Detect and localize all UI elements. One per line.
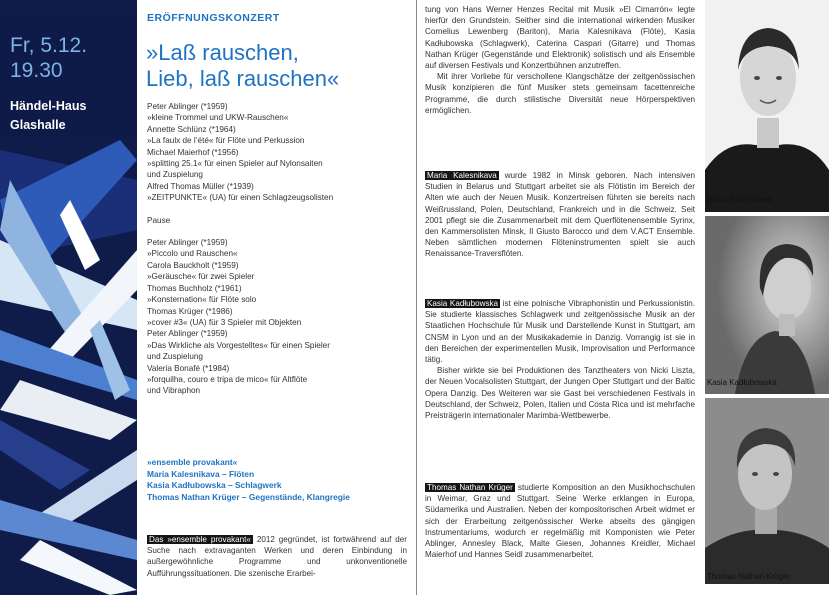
bio-maria-text: wurde 1982 in Minsk geboren. Nach intensiven Studien in Belarus und Stuttgart arbeitet sie als Flötistin im Bereich der Alten wie auch der Neuen Musik. Konzertreisen führten sie bereits nach Weißrussland, Polen, Deutschland, Frankreich und in die Schweiz. Seit 2001 pflegt sie die Zusammenarbeit mit dem Querflötenensemble Syrinx, den Kammersolisten Minsk, Il Giusto Barocco und dem V.ACT Ensemble. Neben sämtlichen modernen Flöteninstrumenten spielt sie auch Renaissance-Traversflöten.	[425, 171, 695, 259]
program-line: und Zuspielung	[147, 352, 203, 362]
bio-kasia-text: ist eine polnische Vibraphonistin und Perkussionistin. Sie studierte klassisches Schlagwerk und zeitgenössische Musik an der Staatlichen Hochschule für Musik und Darstellende Kunst in Stuttgart, am CNSM in Lyon und an der Musikakademie in Danzig. Vorrangig ist sie in den Bereichen der experimentellen Musik, Improvisation und Performance tätig.	[425, 299, 695, 365]
program-line: Carola Bauckholt (*1959)	[147, 260, 239, 270]
program-line: Thomas Krüger (*1986)	[147, 306, 233, 316]
bio-thomas-text: studierte Komposition an den Musikhochschulen in Weimar, Graz und Stuttgart. Seine Werke erklangen in Europa, Südamerika und Australien. Neben der kompositorischen Arbeit widmet er sich der Erarbeitung zeitgenössischer Werke abseits des gängigen Instrumentariums, wodurch er regelmäßig mit Komponisten wie Peter Ablinger, Annesley Black, Malte Giesen, Johannes Kreidler, Michael Maierhof und Hannes Seidl zusammenarbeitet.	[425, 483, 695, 560]
time-line: 19.30	[10, 59, 63, 82]
ensemble-member: Thomas Nathan Krüger – Gegenstände, Klangregie	[147, 491, 350, 502]
ensemble-member: Maria Kalesnikava – Flöten	[147, 468, 255, 479]
page-divider	[416, 0, 417, 595]
program-line: Alfred Thomas Müller (*1939)	[147, 181, 254, 191]
bio-thomas	[425, 482, 695, 560]
program-list	[147, 101, 407, 397]
program-part2	[147, 237, 407, 397]
bio-kasia-name: Kasia Kadłubowska	[427, 299, 499, 308]
program-line: Annette Schlünz (*1964)	[147, 124, 236, 134]
program-line: »splitting 25.1« für einen Spieler auf Nylonsaiten	[147, 159, 323, 169]
caption-thomas: Thomas Nathan Krüger	[707, 572, 791, 581]
ensemble-bio-para2: Mit ihrer Vorliebe für verschollene Klangschätze der zeitgenössischen Musik konzipieren die fünf Musiker stets gemeinsam facettenreiche Programme, die durch stilistische Diversität neue Hörperspektiven ermöglichen.	[425, 72, 695, 115]
program-line: »Konsternation« für Flöte solo	[147, 295, 257, 305]
program-line: und Vibraphon	[147, 386, 201, 396]
sidebar-artwork	[0, 0, 137, 595]
bio-kasia-para2: Bisher wirkte sie bei Produktionen des Tanztheaters von Nicki Liszta, der Neuen Vocalsolisten Stuttgart, der Jungen Oper Stuttgart und der Baltic Opera Danzig. Des Weiteren war sie Gast bei verschiedenen Festivals in Deutschland, der Schweiz, Polen, Italien und Costa Rica und ist mehrfache Preisträgerin internationaler Marimba-Wettbewerbe.	[425, 366, 695, 421]
program-line: »Piccolo und Rauschen«	[147, 249, 238, 259]
date-block	[0, 11, 137, 140]
portrait-maria-image	[705, 0, 829, 212]
pause-label: Pause	[147, 215, 171, 225]
photo-thomas	[705, 398, 829, 584]
title-line2: Lieb, laß rauschen«	[146, 66, 340, 91]
ensemble-heading: »ensemble provakant«	[147, 457, 238, 467]
program-line: Peter Ablinger (*1959)	[147, 238, 228, 248]
ensemble-bio-start	[147, 534, 407, 579]
program-line: Valeria Bonafé (*1984)	[147, 363, 230, 373]
ensemble-bio-cont-text: tung von Hans Werner Henzes Recital mit Musik »El Cimarrón« legte hierfür den Grundstein. Seither sind die international wirkenden Musiker Cornelius Lewenberg (Bariton), Maria Kalesnikava (Flöte), Kasia Kadłubowska (Schlagwerk), Caterina Caspari (Gitarre) und Thomas Nathan Krüger (Gegenstände und Elektronik) solistisch und als Ensemble auf diversen Festivals und Konzertbühnen anzutreffen.	[425, 5, 695, 71]
program-line: Peter Ablinger (*1959)	[147, 329, 228, 339]
section-kicker: ERÖFFNUNGSKONZERT	[147, 12, 280, 24]
photo-maria	[705, 0, 829, 212]
ensemble-bio-text: 2012 gegründet, ist fortwährend auf der Suche nach extravaganten Werken und deren Einbindung in außergewöhnliche Programme und unkonventionelle Aufführungssituationen. Die szenische Erarbei-	[147, 535, 407, 578]
caption-kasia: Kasia Kadłubowska	[707, 378, 777, 387]
ensemble-bio-cont	[425, 4, 695, 116]
program-part1	[147, 101, 407, 204]
program-line: Thomas Buchholz (*1961)	[147, 283, 242, 293]
bio-thomas-name: Thomas Nathan Krüger	[427, 483, 513, 492]
event-venue	[10, 97, 86, 135]
title-line1: »Laß rauschen,	[146, 40, 299, 65]
bio-maria-name: Maria Kalesnikava	[427, 171, 497, 180]
page-title	[146, 40, 339, 92]
program-line: »ZEITPUNKTE« (UA) für einen Schlagzeugsolisten	[147, 193, 334, 203]
bio-maria	[425, 170, 695, 260]
portrait-thomas-image	[705, 398, 829, 584]
ensemble-member: Kasia Kadłubowska – Schlagwerk	[147, 480, 282, 491]
program-line: »Das Wirkliche als Vorgestelltes« für einen Spieler	[147, 340, 330, 350]
bio-kasia	[425, 298, 695, 421]
ensemble-bio-highlight: Das »ensemble provakant«	[149, 535, 251, 544]
program-line: Michael Maierhof (*1956)	[147, 147, 239, 157]
portrait-kasia-image	[705, 216, 829, 394]
venue-line2: Glashalle	[10, 118, 66, 132]
ensemble-members	[147, 469, 350, 504]
program-line: »La faulx de l’été« für Flöte und Perkussion	[147, 136, 305, 146]
date-line: Fr, 5.12.	[10, 34, 88, 57]
program-line: »cover #3« (UA) für 3 Spieler mit Objekten	[147, 317, 302, 327]
ensemble-lineup	[147, 457, 350, 503]
program-line: und Zuspielung	[147, 170, 203, 180]
venue-line1: Händel-Haus	[10, 99, 87, 113]
caption-maria: Maria Kalesnikava	[707, 195, 773, 204]
photo-kasia	[705, 216, 829, 394]
program-line: Peter Ablinger (*1959)	[147, 102, 228, 111]
program-line: »forquilha, couro e tripa de mico« für Altflöte	[147, 374, 308, 384]
program-line: »kleine Trommel und UKW-Rauschen«	[147, 113, 289, 123]
event-date	[10, 33, 87, 83]
program-line: »Geräusche« für zwei Spieler	[147, 272, 255, 282]
